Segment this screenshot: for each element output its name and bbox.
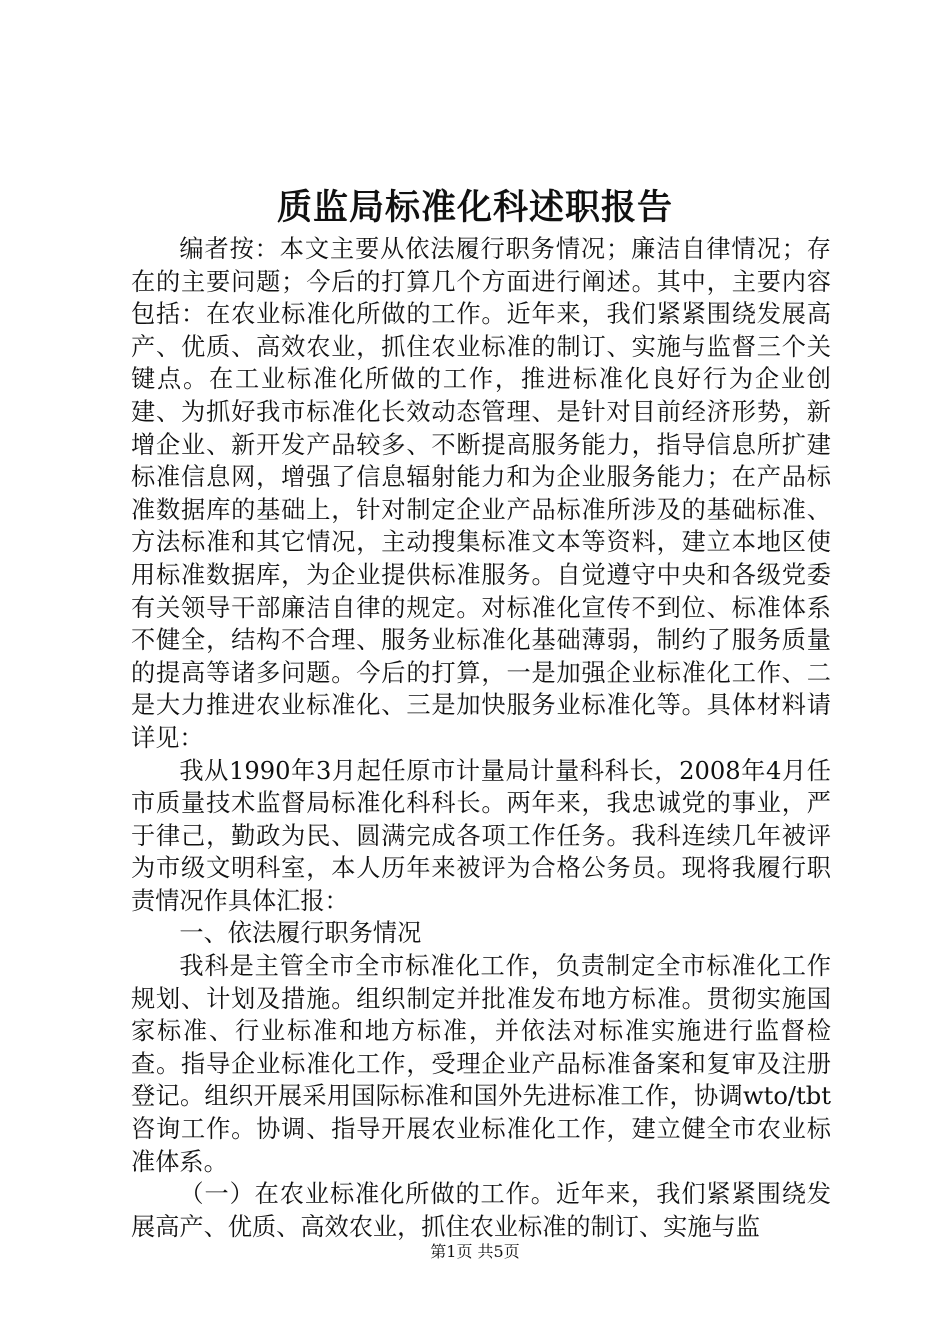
duties-paragraph: 我科是主管全市全市标准化工作，负责制定全市标准化工作规划、计划及措施。组织制定并批准发布地方标准。贯彻实施国家标准、行业标准和地方标准，并依法对标准实施进行监督检查。指导企业标准化工作，受理企业产品标准备案和复审及注册登记。组织开展采用国际标准和国外先进标准工作，协调wto/tbt咨询工作。协调、指导开展农业标准化工作，建立健全市农业标准体系。	[131, 952, 831, 1176]
document-title: 质监局标准化科述职报告	[276, 187, 673, 228]
document-body	[131, 233, 831, 1243]
editor-note-paragraph: 编者按：本文主要从依法履行职务情况；廉洁自律情况；存在的主要问题；今后的打算几个方面进行阐述。其中，主要内容包括：在农业标准化所做的工作。近年来，我们紧紧围绕发展高产、优质、高效农业，抓住农业标准的制订、实施与监督三个关键点。在工业标准化所做的工作，推进标准化良好行为企业创建、为抓好我市标准化长效动态管理、是针对目前经济形势，新增企业、新开发产品较多、不断提高服务能力，指导信息所扩建标准信息网，增强了信息辐射能力和为企业服务能力；在产品标准数据库的基础上，针对制定企业产品标准所涉及的基础标准、方法标准和其它情况，主动搜集标准文本等资料，建立本地区使用标准数据库，为企业提供标准服务。自觉遵守中央和各级党委有关领导干部廉洁自律的规定。对标准化宣传不到位、标准体系不健全，结构不合理、服务业标准化基础薄弱，制约了服务质量的提高等诸多问题。今后的打算，一是加强企业标准化工作、二是大力推进农业标准化、三是加快服务业标准化等。具体材料请详见：	[131, 235, 831, 752]
intro-paragraph: 我从1990年3月起任原市计量局计量科科长，2008年4月任市质量技术监督局标准化科科长。两年来，我忠诚党的事业，严于律己，勤政为民、圆满完成各项工作任务。我科连续几年被评为市级文明科室，本人历年来被评为合格公务员。现将我履行职责情况作具体汇报：	[131, 756, 831, 915]
page-footer: 第1页 共5页	[430, 1242, 520, 1261]
section-heading: 一、依法履行职务情况	[179, 919, 422, 948]
subsection-paragraph: （一）在农业标准化所做的工作。近年来，我们紧紧围绕发展高产、优质、高效农业，抓住农业标准的制订、实施与监	[131, 1180, 831, 1241]
